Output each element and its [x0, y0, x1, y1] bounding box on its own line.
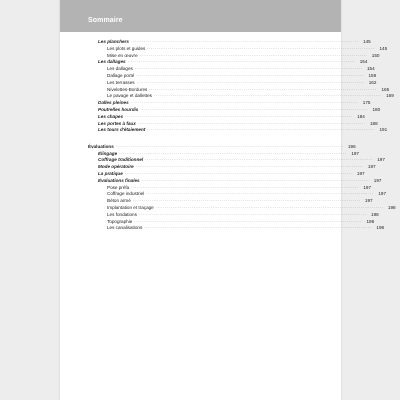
toc-entry-label: Mise en œuvre: [107, 52, 138, 58]
toc-entry-label: Les planchers: [98, 39, 129, 44]
toc-page-number: 197: [377, 157, 385, 163]
toc-page-number: 169: [386, 93, 394, 99]
toc-entry-label: Évaluations finales: [98, 177, 140, 183]
toc-leader-dots: ........................................................................................................................: [138, 211, 367, 216]
toc-leader-dots: ........................................................................................................................: [119, 150, 347, 155]
toc-page-number: 197: [373, 177, 382, 183]
toc-entry-label: Topographie: [107, 218, 133, 224]
toc-entry-label: Les fondations: [107, 211, 137, 217]
toc-entry-label: Les terrasses: [107, 79, 135, 85]
document-page: [60, 0, 396, 400]
toc-page-number: 197: [378, 191, 387, 197]
toc-entry-label: Évaluations: [88, 143, 114, 149]
toc-leader-dots: ........................................................................................................................: [144, 225, 373, 230]
toc-entry-label: Dallage porté: [107, 73, 135, 78]
toc-entry-label: Pose préfa: [107, 184, 130, 190]
toc-entry-label: Les tours d'étaiement: [98, 127, 146, 133]
toc-leader-dots: ........................................................................................................................: [145, 157, 373, 162]
toc-leader-dots: ........................................................................................................................: [155, 204, 384, 209]
toc-entry-label: Élingage: [98, 150, 118, 156]
toc-entry-label: Les portes à faux: [98, 120, 136, 126]
toc-leader-dots: ........................................................................................................................: [125, 113, 353, 118]
toc-page-number: 198: [366, 218, 375, 224]
toc-entry-label: Nivelettes-Bordures: [107, 86, 148, 92]
toc-page-number: 150: [371, 52, 380, 58]
toc-leader-dots: ........................................................................................................................: [141, 177, 370, 182]
toc-entry-label: Poutrelles hourdis: [98, 107, 139, 112]
header-band: [60, 0, 341, 32]
toc-entry-label: Mode opératoire: [98, 164, 134, 170]
toc-page-number: 188: [369, 120, 378, 126]
toc-page-number: 191: [379, 127, 388, 133]
toc-entry-label: Le pavage et dallettes: [107, 93, 152, 99]
toc-leader-dots: ........................................................................................................................: [136, 73, 365, 77]
toc-page-number: 162: [368, 79, 377, 85]
toc-leader-dots: ........................................................................................................................: [147, 45, 376, 50]
toc-leader-dots: ........................................................................................................................: [149, 86, 378, 91]
toc-row: [98, 125, 388, 133]
toc-entry-label: Les canalisations: [107, 225, 143, 231]
toc-entry-label: Implantation et traçage: [107, 204, 154, 210]
toc-page-number: 145: [379, 45, 388, 51]
toc-page-number: 197: [351, 150, 359, 156]
page-title: Sommaire: [88, 17, 123, 24]
toc-leader-dots: ........................................................................................................................: [146, 191, 375, 196]
toc-leader-dots: ........................................................................................................................: [139, 52, 368, 57]
toc-leader-dots: ........................................................................................................................: [131, 184, 360, 189]
toc-entry-label: Coffrage industriel: [107, 191, 145, 197]
toc-leader-dots: ........................................................................................................................: [130, 100, 359, 105]
toc-page-number: 197: [367, 164, 376, 170]
toc-page-number: 198: [376, 225, 385, 231]
toc-page-number: 197: [364, 198, 373, 204]
toc-entry-label: La pratique: [98, 170, 123, 176]
toc-page-number: 197: [356, 170, 365, 176]
toc-leader-dots: ........................................................................................................................: [147, 127, 376, 132]
toc-page-number: 184: [357, 113, 365, 119]
toc-row: [107, 223, 385, 231]
toc-entry-label: Coffrage traditionnel: [98, 157, 144, 163]
toc-entry-label: Les dallages: [98, 59, 126, 65]
toc-entry-label: Les plots et guides: [107, 45, 146, 51]
toc-leader-dots: ........................................................................................................................: [130, 39, 359, 43]
toc-entry-label: Béton armé: [107, 198, 131, 204]
toc-entry-label: Les dallages: [107, 66, 133, 72]
toc-page-number: 154: [359, 59, 368, 65]
toc-page-number: 196: [347, 143, 356, 149]
toc-page-number: 198: [371, 211, 379, 217]
toc-page-number: 154: [366, 66, 375, 72]
toc-leader-dots: ........................................................................................................................: [134, 218, 363, 223]
toc-page-number: 165: [381, 86, 390, 92]
toc-entry-label: Les chapes: [98, 113, 124, 119]
toc-leader-dots: ........................................................................................................................: [124, 170, 353, 175]
toc-leader-dots: ........................................................................................................................: [137, 120, 366, 125]
toc-page-number: 198: [387, 204, 396, 210]
toc-page-number: 180: [372, 107, 381, 112]
toc-entry-label: Dalles pleines: [98, 100, 129, 106]
toc-leader-dots: ........................................................................................................................: [132, 198, 361, 203]
toc-leader-dots: ........................................................................................................................: [153, 93, 382, 98]
toc-leader-dots: ........................................................................................................................: [136, 79, 365, 84]
toc-page-number: 145: [363, 39, 371, 44]
toc-page-number: 159: [368, 73, 377, 78]
toc-leader-dots: ........................................................................................................................: [134, 66, 363, 71]
toc-leader-dots: ........................................................................................................................: [127, 59, 356, 64]
toc-leader-dots: ........................................................................................................................: [115, 143, 344, 148]
toc-leader-dots: ........................................................................................................................: [135, 164, 364, 169]
toc-page-number: 175: [362, 100, 371, 106]
toc-leader-dots: ........................................................................................................................: [140, 107, 369, 111]
toc-page-number: 197: [363, 184, 372, 190]
